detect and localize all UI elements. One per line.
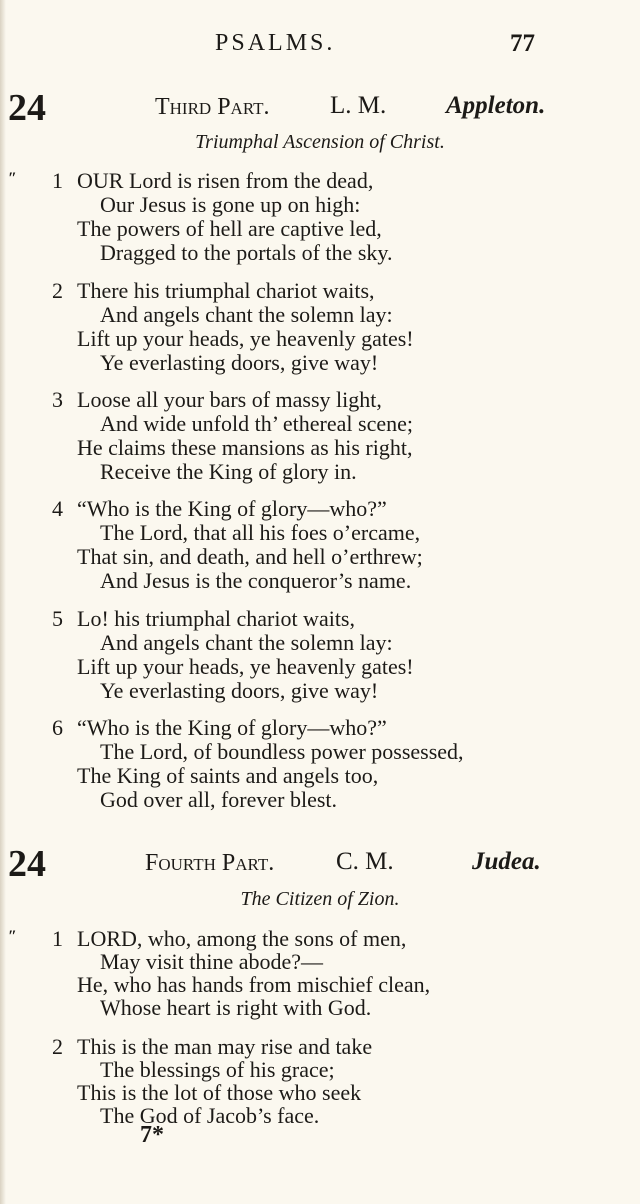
verse-line: He, who has hands from mischief clean, [77,972,431,997]
verse-line: Lift up your heads, ye heavenly gates! [77,326,414,351]
verse-number: 2 [52,278,63,303]
tempo-mark: ″ [8,928,18,945]
verse-line: Ye everlasting doors, give way! [100,678,379,703]
verse-line: Our Jesus is gone up on high: [100,192,361,217]
verse-number: 5 [52,606,63,631]
verse-line: That sin, and death, and hell o’erthrew; [77,544,423,569]
running-head [0,30,640,60]
verse-line: The powers of hell are captive led, [77,216,382,241]
verse-line: LORD, who, among the sons of men, [77,926,407,951]
hymn-meter: C. M. [336,848,394,875]
verse-line: Lift up your heads, ye heavenly gates! [77,654,414,679]
verse-line: The Lord, of boundless power possessed, [100,739,464,764]
verse-line: And Jesus is the conqueror’s name. [100,568,412,593]
verse-line: This is the lot of those who seek [77,1080,362,1105]
verse-line: “Who is the King of glory—who?” [77,496,387,521]
page-number: 77 [510,30,535,57]
hymn-number: 24 [8,87,46,129]
hymn-heading [0,842,640,885]
verse-line: Dragged to the portals of the sky. [100,240,393,265]
hymn-subtitle: Triumphal Ascension of Christ. [195,131,445,153]
verse-number: 6 [52,715,63,740]
verse-line: The God of Jacob’s face. [100,1103,320,1128]
hymn-part: Third Part. [155,94,270,120]
verse-number: 1 [52,926,63,951]
verse-line: The Lord, that all his foes o’ercame, [100,520,421,545]
hymn-tune: Appleton. [446,92,546,119]
tempo-mark: ″ [8,170,18,187]
hymn-subtitle: The Citizen of Zion. [240,888,400,910]
hymn-meter: L. M. [330,92,387,119]
verse-number: 1 [52,168,63,193]
verse-number: 2 [52,1034,63,1059]
verse-line: Receive the King of glory in. [100,459,357,484]
verse-number: 3 [52,387,63,412]
verse-line: OUR Lord is risen from the dead, [77,168,374,193]
page-edge-shadow [0,0,6,1204]
verse-line: Lo! his triumphal chariot waits, [77,606,355,631]
verse-line: God over all, forever blest. [100,787,338,812]
verse-line: And wide unfold th’ ethereal scene; [100,411,413,436]
verse-line: The blessings of his grace; [100,1057,335,1082]
verse-line: Loose all your bars of massy light, [77,387,382,412]
verse-line: And angels chant the solemn lay: [100,302,393,327]
hymn-number: 24 [8,843,46,885]
verse-line: There his triumphal chariot waits, [77,278,375,303]
verse-line: The King of saints and angels too, [77,763,379,788]
hymn-part: Fourth Part. [145,850,275,876]
verse-number: 4 [52,496,63,521]
signature-mark: 7* [140,1122,164,1148]
hymn-heading [0,86,640,129]
running-title: PSALMS. [215,30,336,56]
verse-line: And angels chant the solemn lay: [100,630,393,655]
verse-line: Whose heart is right with God. [100,995,372,1020]
verse-line: May visit thine abode?— [100,949,324,974]
verse-line: Ye everlasting doors, give way! [100,350,379,375]
verse-line: This is the man may rise and take [77,1034,373,1059]
verse-line: He claims these mansions as his right, [77,435,413,460]
hymn-tune: Judea. [472,848,541,875]
verse-line: “Who is the King of glory—who?” [77,715,387,740]
